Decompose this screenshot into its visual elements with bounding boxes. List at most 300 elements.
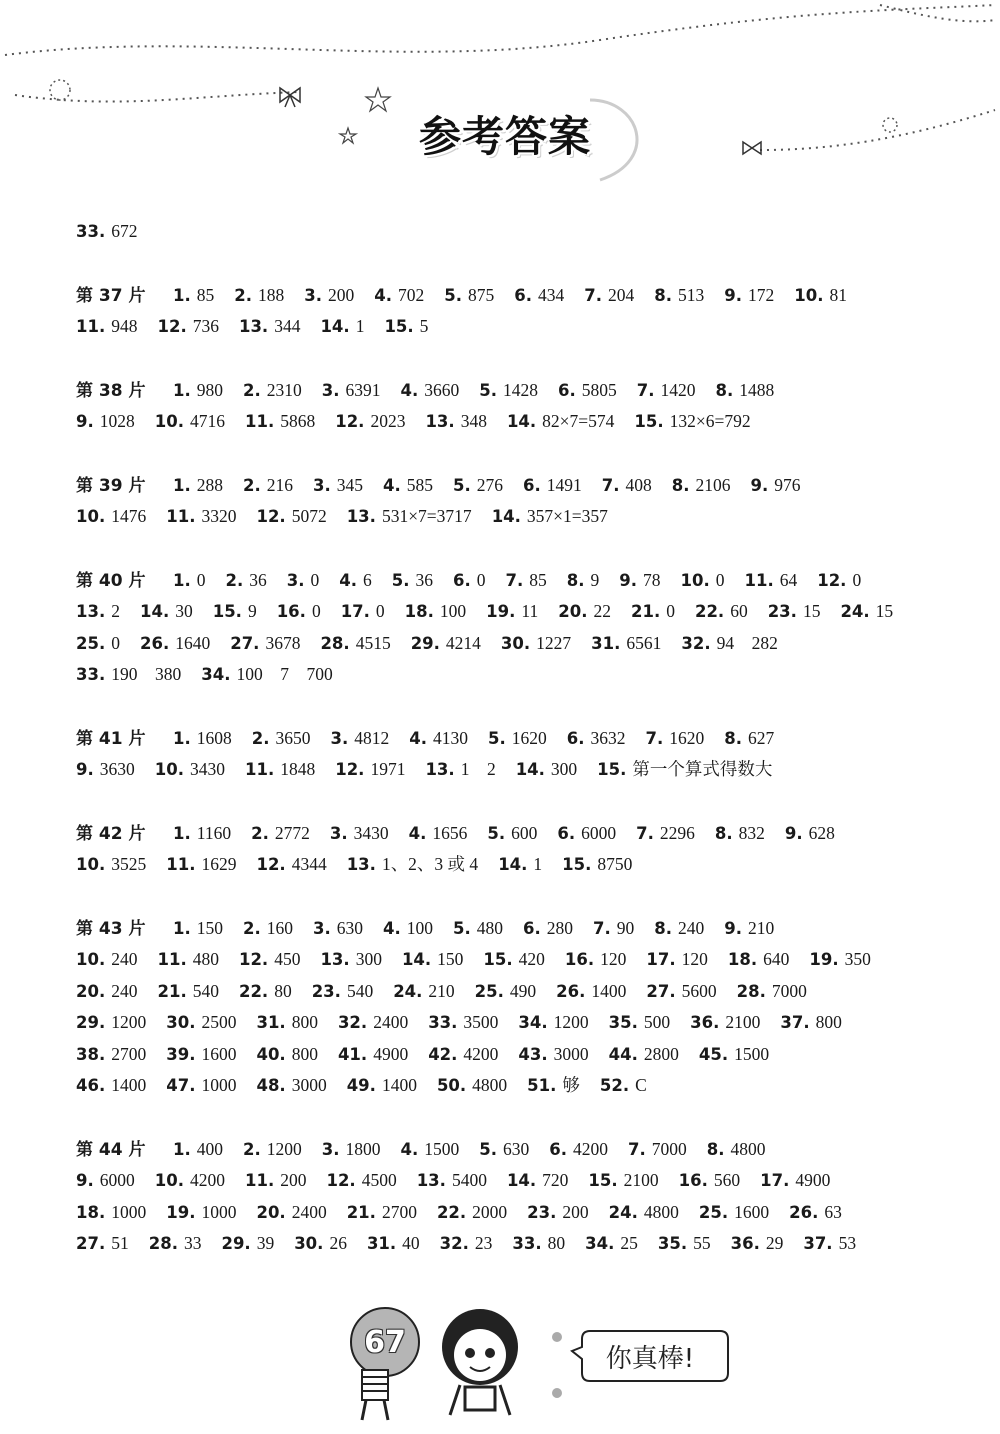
answer-value: 1428 (503, 379, 538, 400)
answer-item (523, 917, 573, 940)
answer-item (322, 379, 381, 402)
answer-item (226, 569, 267, 592)
question-number: 14. (506, 1171, 537, 1190)
question-number: 7. (593, 918, 611, 938)
answer-value: 0 (196, 569, 206, 590)
question-number: 23. (527, 1202, 557, 1222)
question-number: 25. (474, 981, 504, 1001)
answer-value: 26 (329, 1233, 347, 1253)
answer-item (840, 600, 893, 623)
answer-item (785, 822, 835, 845)
answer-value: 1400 (111, 1075, 147, 1095)
question-number: 23. (767, 602, 797, 621)
answer-item (256, 505, 326, 528)
question-number: 9. (76, 412, 94, 431)
question-number: 4. (383, 918, 401, 938)
answer-item (173, 1138, 223, 1161)
answer-item (654, 284, 704, 307)
question-number: 10. (76, 950, 106, 969)
answer-item (556, 980, 626, 1003)
answer-value: 210 (748, 917, 775, 938)
answer-value: 2000 (472, 1201, 508, 1222)
answer-item (803, 1232, 856, 1255)
answer-item (256, 1201, 326, 1224)
answer-value: 23 (474, 1233, 493, 1253)
question-number: 34. (518, 1013, 548, 1032)
question-number: 13. (238, 317, 269, 336)
question-number: 47. (166, 1076, 196, 1095)
question-number: 27. (230, 633, 260, 653)
question-number: 8. (671, 475, 690, 495)
answer-value: 1620 (511, 727, 547, 748)
answer-item (425, 758, 495, 781)
answer-value: 1800 (345, 1138, 381, 1159)
question-number: 12. (335, 760, 365, 779)
answer-item (256, 1043, 317, 1066)
answer-item (157, 948, 218, 971)
question-number: 17. (340, 602, 370, 621)
question-number: 1. (173, 475, 191, 495)
question-number: 5. (488, 728, 506, 748)
answer-value: 3632 (590, 727, 626, 748)
answer-value: 85 (196, 284, 215, 305)
question-number: 2. (243, 475, 261, 495)
answer-item (679, 1169, 740, 1192)
question-number: 5. (391, 570, 410, 590)
question-number: 28. (320, 633, 350, 653)
question-number: 6. (523, 918, 541, 938)
question-number: 8. (724, 728, 742, 748)
question-number: 3. (313, 918, 331, 938)
answer-value: 4900 (373, 1043, 409, 1064)
question-number: 4. (409, 728, 427, 748)
question-number: 9. (750, 475, 769, 495)
answer-value: 6561 (626, 632, 662, 653)
question-number: 33. (76, 665, 106, 684)
answer-item (326, 1169, 396, 1192)
answer-value: 25 (620, 1233, 638, 1253)
answer-value: 1200 (553, 1012, 589, 1032)
answer-item (243, 917, 293, 940)
answer-item (312, 980, 373, 1003)
answer-value: 216 (266, 474, 293, 495)
answer-item (76, 410, 135, 433)
answer-value: 3650 (275, 727, 311, 748)
question-number: 9. (76, 760, 94, 779)
question-number: 20. (256, 1202, 286, 1222)
answer-item (527, 1201, 588, 1224)
question-number: 15. (212, 602, 242, 621)
section-label: 第 40 片 (76, 570, 146, 591)
question-number: 3. (321, 1139, 340, 1159)
answer-item (287, 569, 320, 592)
question-number: 5. (487, 823, 506, 843)
question-number: 38. (76, 1044, 106, 1064)
answer-value: 81 (829, 284, 847, 305)
answer-item (453, 474, 503, 497)
question-number: 12. (256, 855, 286, 874)
answer-item (166, 853, 236, 876)
answer-value: 210 (428, 980, 455, 1001)
answer-value: 22 (593, 601, 611, 621)
answer-item (330, 822, 389, 845)
answer-item (425, 410, 486, 433)
answer-value: 80 (547, 1233, 566, 1253)
answer-value: 90 (616, 917, 635, 938)
bow-icon (280, 88, 300, 107)
star-icon (366, 88, 390, 111)
answer-value: 1227 (536, 632, 572, 653)
question-number: 35. (608, 1013, 638, 1032)
question-number: 10. (154, 412, 184, 431)
answer-value: 980 (196, 379, 223, 400)
question-number: 13. (346, 855, 376, 874)
answer-item (646, 727, 705, 750)
answer-value: 628 (808, 822, 835, 843)
question-number: 34. (585, 1234, 615, 1253)
question-number: 10. (76, 855, 106, 874)
answer-value: 4800 (472, 1075, 508, 1095)
answer-value: 33 (183, 1233, 202, 1253)
answer-value: 4900 (795, 1170, 831, 1190)
question-number: 29. (221, 1234, 251, 1253)
answer-value: 3678 (265, 632, 301, 653)
answer-value: 15 (802, 601, 821, 621)
answer-value: 1200 (111, 1012, 147, 1032)
answer-value: 640 (763, 949, 790, 969)
answer-value: 0 (310, 569, 320, 590)
answer-item (658, 1232, 711, 1255)
answer-value: 1971 (370, 759, 406, 779)
answer-item (437, 1201, 507, 1224)
question-number: 32. (439, 1234, 469, 1253)
question-number: 11. (166, 855, 196, 874)
answer-item (737, 980, 807, 1003)
answer-value: 6000 (581, 822, 617, 843)
answer-value: 1500 (424, 1138, 460, 1159)
answer-value: 0 (311, 601, 321, 621)
section-label: 第 37 片 (76, 285, 146, 306)
answer-item (809, 948, 870, 971)
answer-item (251, 822, 310, 845)
answer-value: 1629 (201, 854, 237, 874)
answer-value: 480 (192, 949, 219, 969)
answer-value: 976 (774, 474, 801, 495)
answer-value: 630 (336, 917, 363, 938)
question-number: 7. (628, 1139, 646, 1159)
question-number: 22. (436, 1202, 467, 1222)
question-number: 11. (244, 1171, 275, 1190)
question-number: 15. (384, 317, 414, 336)
question-number: 8. (714, 823, 733, 843)
answer-value: 30 (175, 601, 193, 621)
answer-value: 4130 (433, 727, 468, 748)
answer-item (428, 1043, 498, 1066)
answer-value: 2400 (373, 1012, 409, 1032)
answer-value: 800 (291, 1012, 318, 1032)
question-number: 9. (784, 823, 803, 843)
answer-value: 3525 (111, 854, 147, 874)
answer-value: 540 (346, 980, 374, 1001)
question-number: 19. (486, 602, 516, 621)
answer-item (166, 1201, 236, 1224)
answer-value: 5 (419, 316, 429, 336)
answer-item (252, 727, 311, 750)
question-number: 10. (154, 1171, 184, 1190)
answer-item (149, 1232, 202, 1255)
question-number: 13. (416, 1171, 446, 1190)
question-number: 14. (515, 760, 545, 779)
question-number: 11. (744, 570, 774, 590)
answer-value: 832 (738, 822, 765, 843)
question-number: 3. (313, 475, 331, 495)
answer-value: 36 (415, 569, 433, 590)
answer-line (76, 948, 891, 971)
answer-item (609, 1043, 679, 1066)
answer-value: 2106 (695, 474, 731, 495)
question-number: 11. (244, 760, 275, 779)
answer-item (628, 1138, 687, 1161)
answer-item (239, 948, 300, 971)
answer-item (602, 474, 652, 497)
answer-value: 3320 (201, 506, 237, 526)
question-number: 2. (243, 918, 261, 938)
answer-value: 2700 (381, 1201, 417, 1222)
answer-value: 1 2 (460, 759, 496, 779)
answer-value: 120 (600, 949, 627, 969)
answer-item (239, 980, 292, 1003)
answer-value: 39 (256, 1233, 275, 1253)
question-number: 15. (588, 1171, 618, 1190)
answer-item (294, 1232, 347, 1255)
answer-value: 400 (196, 1138, 223, 1159)
question-number: 31. (591, 633, 621, 653)
answer-value: 1600 (201, 1043, 237, 1064)
answer-item (695, 600, 748, 623)
answer-value: 3630 (99, 759, 135, 779)
answer-value: 1608 (196, 727, 232, 748)
answer-item (475, 980, 536, 1003)
answer-item (76, 600, 120, 623)
answer-item (453, 917, 503, 940)
footer (320, 1295, 1000, 1434)
answer-item (681, 569, 725, 592)
answer-value: 800 (291, 1043, 318, 1064)
answer-value: 2772 (274, 822, 310, 843)
question-number: 50. (436, 1076, 467, 1095)
question-number: 29. (410, 633, 440, 653)
section-label: 第 39 片 (76, 475, 146, 496)
question-number: 26. (139, 633, 170, 653)
answer-value: 2500 (201, 1012, 237, 1032)
question-number: 37. (803, 1234, 833, 1253)
question-number: 9. (724, 285, 742, 305)
question-number: 22. (238, 981, 269, 1001)
answer-value: 5600 (681, 980, 717, 1001)
answer-item (724, 284, 774, 307)
answer-item (76, 505, 146, 528)
answer-item (341, 600, 385, 623)
question-number: 11. (76, 317, 106, 336)
question-number: 10. (680, 570, 710, 590)
answer-value: 4200 (573, 1138, 608, 1159)
answer-item (514, 284, 564, 307)
answer-item (245, 410, 315, 433)
answer-line (76, 410, 771, 433)
answer-value: 2310 (266, 379, 302, 400)
answer-value: 1488 (739, 379, 775, 400)
answer-value: 800 (815, 1012, 842, 1032)
answer-item (654, 917, 704, 940)
question-number: 11. (166, 507, 196, 526)
answer-value: 78 (643, 569, 661, 590)
answer-item (173, 379, 223, 402)
answer-item (320, 315, 364, 338)
question-number: 3. (286, 570, 305, 590)
answer-value: 240 (111, 980, 138, 1001)
question-number: 8. (566, 570, 585, 590)
question-number: 17. (646, 950, 676, 969)
answer-value: 348 (460, 411, 487, 431)
answer-value: 540 (192, 980, 219, 1001)
question-number: 19. (166, 1202, 196, 1222)
answer-item (681, 632, 777, 655)
answer-value: 51 (111, 1233, 129, 1253)
answer-value: 672 (111, 221, 138, 241)
answer-item (173, 727, 232, 750)
question-number: 46. (76, 1076, 106, 1095)
question-number: 28. (148, 1234, 178, 1253)
answer-value: 736 (192, 316, 219, 336)
answer-value: 3430 (189, 759, 225, 779)
answer-item (516, 758, 577, 781)
section-label: 第 38 片 (76, 380, 146, 401)
answer-line (76, 758, 792, 781)
answer-value: 3500 (463, 1012, 499, 1032)
answer-value: 4200 (189, 1170, 225, 1190)
answer-item (173, 474, 223, 497)
answer-value: 100 (406, 917, 433, 938)
question-number: 6. (523, 475, 541, 495)
question-number: 22. (694, 602, 725, 621)
answer-value: 150 (196, 917, 223, 938)
question-number: 7. (584, 285, 602, 305)
answer-item (631, 600, 675, 623)
answer-item (245, 758, 315, 781)
question-number: 17. (760, 1171, 790, 1190)
answer-value: 82×7=574 (542, 411, 615, 431)
answer-value: 40 (402, 1233, 420, 1253)
cheer-text: 你真棒! (605, 1343, 695, 1374)
answer-value: 15 (875, 601, 894, 621)
answer-line (76, 1138, 786, 1161)
question-number: 5. (479, 1139, 497, 1159)
answer-line (76, 569, 881, 592)
answer-value: 1500 (734, 1043, 770, 1064)
answer-value: 420 (518, 949, 545, 969)
question-number: 21. (346, 1202, 376, 1222)
girl-character-illustration (420, 1305, 540, 1425)
answer-item (277, 600, 321, 623)
answer-item (76, 220, 137, 243)
answer-item (221, 1232, 274, 1255)
answer-value: 1000 (201, 1075, 237, 1095)
question-number: 13. (76, 602, 106, 621)
question-number: 1. (173, 570, 191, 590)
answer-value: 702 (398, 284, 425, 305)
answer-value: 0 (476, 569, 486, 590)
answer-value: 1620 (669, 727, 705, 748)
answer-item (338, 1011, 408, 1034)
answer-value: 132×6=792 (669, 411, 751, 431)
answer-line (76, 600, 913, 623)
answer-value: 2400 (291, 1201, 327, 1222)
dots-decoration (545, 1325, 575, 1405)
question-number: 27. (76, 1234, 106, 1253)
answer-item (409, 727, 468, 750)
question-number: 12. (817, 570, 847, 590)
answer-value: 600 (511, 822, 538, 843)
answer-value: 1 (355, 316, 365, 336)
answer-value: 188 (258, 284, 285, 305)
question-number: 4. (400, 1139, 419, 1159)
question-number: 8. (706, 1139, 725, 1159)
answer-item (558, 379, 617, 402)
question-number: 16. (276, 602, 306, 621)
answer-item (409, 822, 468, 845)
question-number: 3. (321, 380, 340, 400)
answer-value: 2100 (725, 1012, 761, 1032)
character-illustration (340, 1365, 410, 1430)
question-number: 6. (453, 570, 471, 590)
answer-item (313, 474, 363, 497)
question-number: 12. (335, 412, 365, 431)
answer-value: 500 (643, 1012, 671, 1032)
question-number: 6. (558, 380, 576, 400)
answer-item (584, 284, 634, 307)
answer-item (313, 917, 363, 940)
answer-value: 948 (111, 316, 138, 336)
answer-item (213, 600, 257, 623)
question-number: 40. (256, 1044, 286, 1064)
question-number: 16. (564, 950, 595, 969)
answer-item (331, 727, 390, 750)
answer-line (76, 822, 855, 845)
answer-value: 3000 (553, 1043, 589, 1064)
answer-item (518, 1011, 588, 1034)
answer-value: 3430 (353, 822, 389, 843)
answer-item (155, 758, 225, 781)
question-number: 18. (727, 950, 758, 969)
answer-line (76, 284, 867, 307)
question-number: 10. (794, 285, 824, 305)
answer-item (239, 315, 300, 338)
answer-value: 80 (274, 980, 292, 1001)
answer-item (230, 632, 300, 655)
answer-item (243, 1138, 302, 1161)
answer-item (565, 948, 626, 971)
question-number: 13. (346, 507, 376, 526)
answer-item (483, 948, 544, 971)
question-number: 41. (337, 1044, 368, 1064)
answer-item (347, 1074, 417, 1097)
answer-item (724, 917, 774, 940)
answer-value: 63 (824, 1201, 842, 1222)
answer-value: 6000 (99, 1170, 135, 1190)
answer-value: 1400 (591, 980, 627, 1001)
answer-item (609, 1011, 670, 1034)
answer-item (549, 1138, 608, 1161)
